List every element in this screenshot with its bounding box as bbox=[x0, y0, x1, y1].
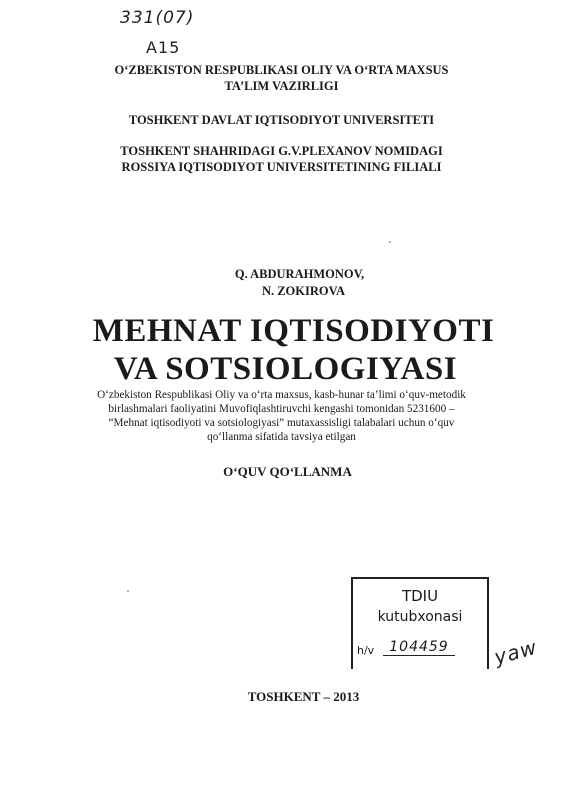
description-line-2: birlashmalari faoliyatini Muvofiqlashtiruvchi kengashi tomonidan 5231600 – bbox=[108, 403, 455, 415]
description-line-4: qo‘llanma sifatida tavsiya etilgan bbox=[207, 431, 356, 443]
author-1: Q. ABDURAHMONOV, bbox=[234, 267, 365, 281]
author-2: N. ZOKIROVA bbox=[261, 284, 346, 298]
stamp-hv-label: h/v bbox=[357, 644, 375, 657]
description-line-3: “Mehnat iqtisodiyoti va sotsiologiyasi” mutaxassisligi talabalari uchun o‘quv bbox=[108, 417, 455, 429]
stamp-line-1: TDIU bbox=[401, 587, 439, 605]
branch-line-1: TOSHKENT SHAHRIDAGI G.V.PLEXANOV NOMIDAGI bbox=[120, 144, 443, 158]
branch-line-2: ROSSIYA IQTISODIYOT UNIVERSITETINING FILIALI bbox=[121, 160, 442, 174]
stamp-line-2: kutubxonasi bbox=[377, 609, 463, 625]
stamp-hv-value: 104459 bbox=[383, 639, 455, 656]
title-line-1: MEHNAT IQTISODIYOTI bbox=[92, 313, 495, 349]
handwritten-code: A15 bbox=[146, 38, 181, 57]
university-name: TOSHKENT DAVLAT IQTISODIYOT UNIVERSITETI bbox=[128, 113, 435, 127]
book-type: O‘QUV QO‘LLANMA bbox=[223, 464, 352, 479]
ministry-line-2: TA’LIM VAZIRLIGI bbox=[224, 79, 339, 93]
scan-speck bbox=[127, 590, 129, 592]
ministry-line-1: O‘ZBEKISTON RESPUBLIKASI OLIY VA O‘RTA MAXSUS bbox=[114, 63, 449, 77]
scan-speck bbox=[389, 241, 391, 243]
library-stamp bbox=[351, 577, 489, 669]
handwritten-classification: 331(07) bbox=[120, 8, 195, 28]
description-line-1: O‘zbekiston Respublikasi Oliy va o‘rta maxsus, kasb-hunar ta’limi o‘quv-metodik bbox=[97, 389, 466, 401]
title-line-2: VA SOTSIOLOGIYASI bbox=[113, 351, 458, 387]
footer-city-year: TOSHKENT – 2013 bbox=[247, 689, 360, 704]
handwritten-signature: yaw bbox=[491, 634, 540, 670]
